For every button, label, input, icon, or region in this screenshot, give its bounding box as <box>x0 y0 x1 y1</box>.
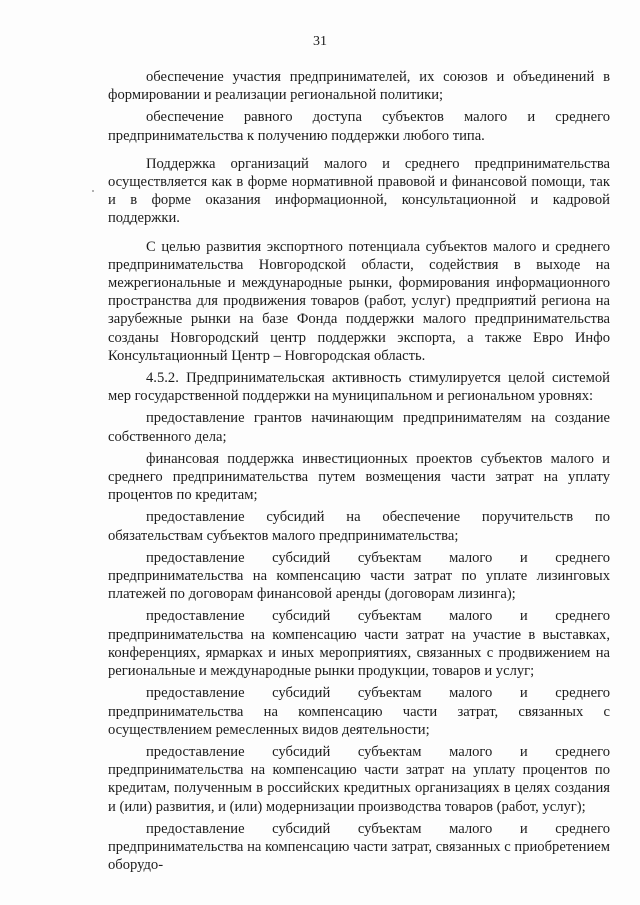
list-item-grants: предоставление грантов начинающим предпринимателям на создание собственного дела; <box>108 410 610 445</box>
paragraph-export-potential: С целью развития экспортного потенциала субъектов малого и среднего предпринимательства Новгородской области, содействия в выходе на межрегиональные и международные рынки, формирования информационного пространства для продвижения товаров (работ, услуг) предприятий региона на зарубежные рынки на базе Фонда поддержки малого предпринимательства созданы Новгородский центр поддержки экспорта, а также Евро Инфо Консультационный Центр – Новгородская область. <box>108 238 610 364</box>
list-item-credit-interest: предоставление субсидий субъектам малого и среднего предпринимательства на компенсацию части затрат на уплату процентов по кредитам, полученным в российских кредитных организациях в целях создания и (или) развития, и (или) модернизации производства товаров (работ, услуг); <box>108 743 610 815</box>
list-item-crafts: предоставление субсидий субъектам малого и среднего предпринимательства на компенсацию части затрат, связанных с осуществлением ремесленных видов деятельности; <box>108 685 610 738</box>
paragraph-section-4-5-2: 4.5.2. Предпринимательская активность стимулируется целой системой мер государственной поддержки на муниципальном и региональном уровнях: <box>108 370 610 405</box>
paragraph-participation: обеспечение участия предпринимателей, их союзов и объединений в формировании и реализации региональной политики; <box>108 69 610 104</box>
paragraph-support-forms: Поддержка организаций малого и среднего предпринимательства осуществляется как в форме нормативной правовой и финансовой помощи, так и в форме оказания информационной, консультационной и кадровой поддержки. <box>108 155 610 227</box>
paragraph-equal-access: обеспечение равного доступа субъектов малого и среднего предпринимательства к получению поддержки любого типа. <box>108 109 610 144</box>
list-item-exhibitions: предоставление субсидий субъектам малого и среднего предпринимательства на компенсацию части затрат на участие в выставках, конференциях, ярмарках и иных мероприятиях, связанных с продвижением на региональные и международные рынки продукции, товаров и услуг; <box>108 608 610 680</box>
scan-speck <box>92 190 94 192</box>
list-item-investment-support: финансовая поддержка инвестиционных проектов субъектов малого и среднего предпринимательства путем возмещения части затрат на уплату процентов по кредитам; <box>108 450 610 504</box>
list-item-equipment: предоставление субсидий субъектам малого и среднего предпринимательства на компенсацию части затрат, связанных с приобретением оборудо- <box>108 820 610 874</box>
page-number: 31 <box>313 34 327 49</box>
list-item-leasing: предоставление субсидий субъектам малого и среднего предпринимательства на компенсацию части затрат по уплате лизинговых платежей по договорам финансовой аренды (договорам лизинга); <box>108 549 610 603</box>
document-body <box>108 68 610 878</box>
list-item-guarantees: предоставление субсидий на обеспечение поручительств по обязательствам субъектов малого предпринимательства; <box>108 509 610 544</box>
